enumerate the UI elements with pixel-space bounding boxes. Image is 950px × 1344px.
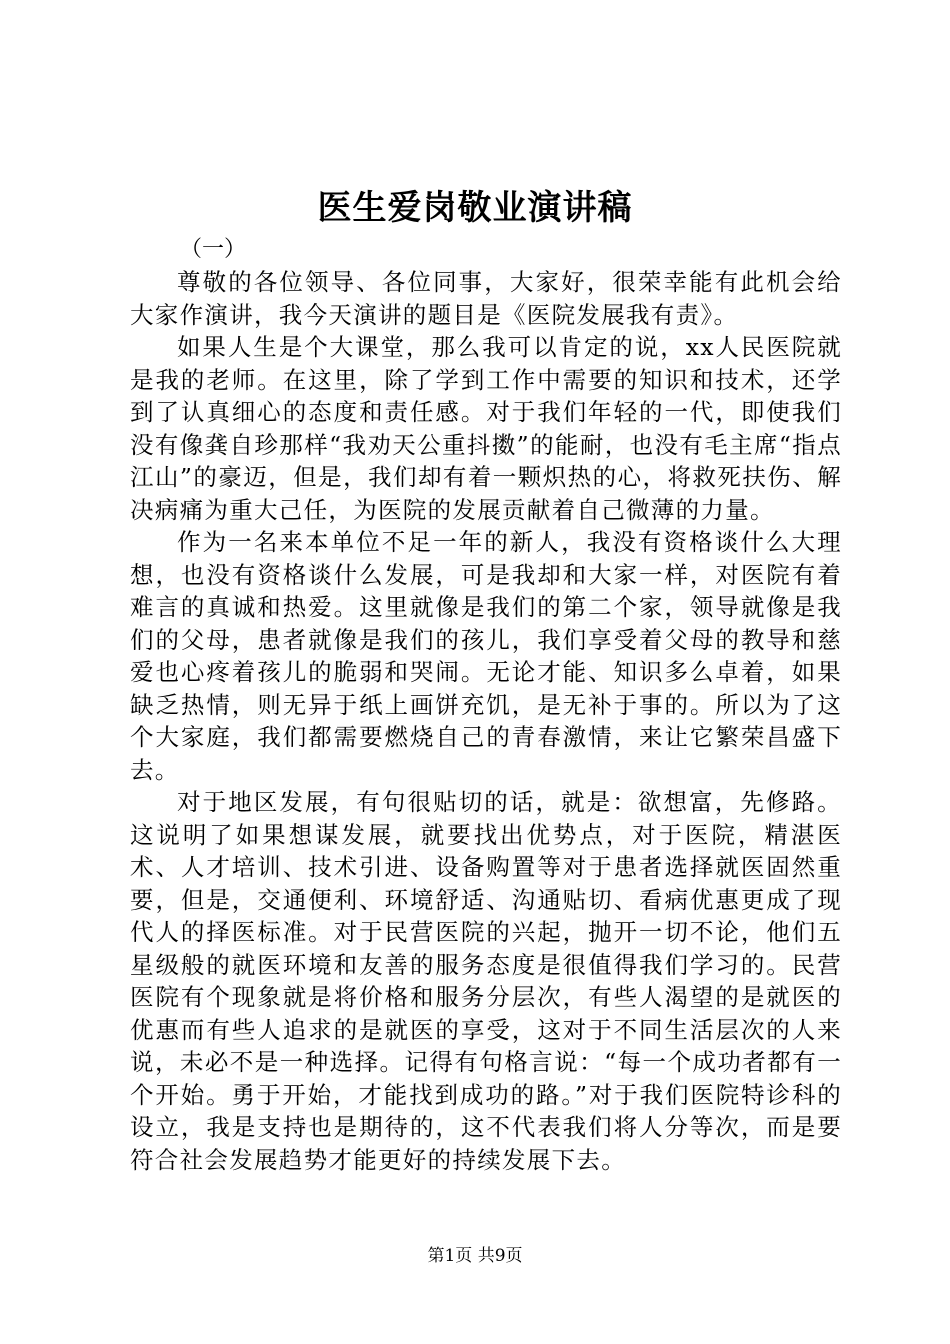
page-number-footer: 第1页 共9页 xyxy=(427,1246,523,1266)
document-body xyxy=(130,266,842,1176)
paragraph: 对于地区发展，有句很贴切的话，就是：欲想富，先修路。这说明了如果想谋发展，就要找出优势点，对于医院，精湛医术、人才培训、技术引进、设备购置等对于患者选择就医固然重要，但是，交通便利、环境舒适、沟通贴切、看病优惠更成了现代人的择医标准。对于民营医院的兴起，抛开一切不论，他们五星级般的就医环境和友善的服务态度是很值得我们学习的。民营医院有个现象就是将价格和服务分层次，有些人渴望的是就医的优惠而有些人追求的是就医的享受，这对于不同生活层次的人来说，未必不是一种选择。记得有句格言说：“每一个成功者都有一个开始。勇于开始，才能找到成功的路。”对于我们医院特诊科的设立，我是支持也是期待的，这不代表我们将人分等次，而是要符合社会发展趋势才能更好的持续发展下去。 xyxy=(130,788,842,1174)
paragraph: 尊敬的各位领导、各位同事，大家好，很荣幸能有此机会给大家作演讲，我今天演讲的题目是《医院发展我有责》。 xyxy=(130,268,842,329)
document-title: 医生爱岗敬业演讲稿 xyxy=(317,188,633,228)
paragraph: 如果人生是个大课堂，那么我可以肯定的说，xx人民医院就是我的老师。在这里，除了学到工作中需要的知识和技术，还学到了认真细心的态度和责任感。对于我们年轻的一代，即使我们没有像龚自珍那样“我劝天公重抖擞”的能耐，也没有毛主席“指点江山”的豪迈，但是，我们却有着一颗炽热的心，将救死扶伤、解决病痛为重大己任，为医院的发展贡献着自己微薄的力量。 xyxy=(130,333,842,524)
paragraph: 作为一名来本单位不足一年的新人，我没有资格谈什么大理想，也没有资格谈什么发展，可是我却和大家一样，对医院有着难言的真诚和热爱。这里就像是我们的第二个家，领导就像是我们的父母，患者就像是我们的孩儿，我们享受着父母的教导和慈爱也心疼着孩儿的脆弱和哭闹。无论才能、知识多么卓着，如果缺乏热情，则无异于纸上画饼充饥，是无补于事的。所以为了这个大家庭，我们都需要燃烧自己的青春激情，来让它繁荣昌盛下去。 xyxy=(130,528,842,784)
section-marker: （一） xyxy=(180,237,247,262)
